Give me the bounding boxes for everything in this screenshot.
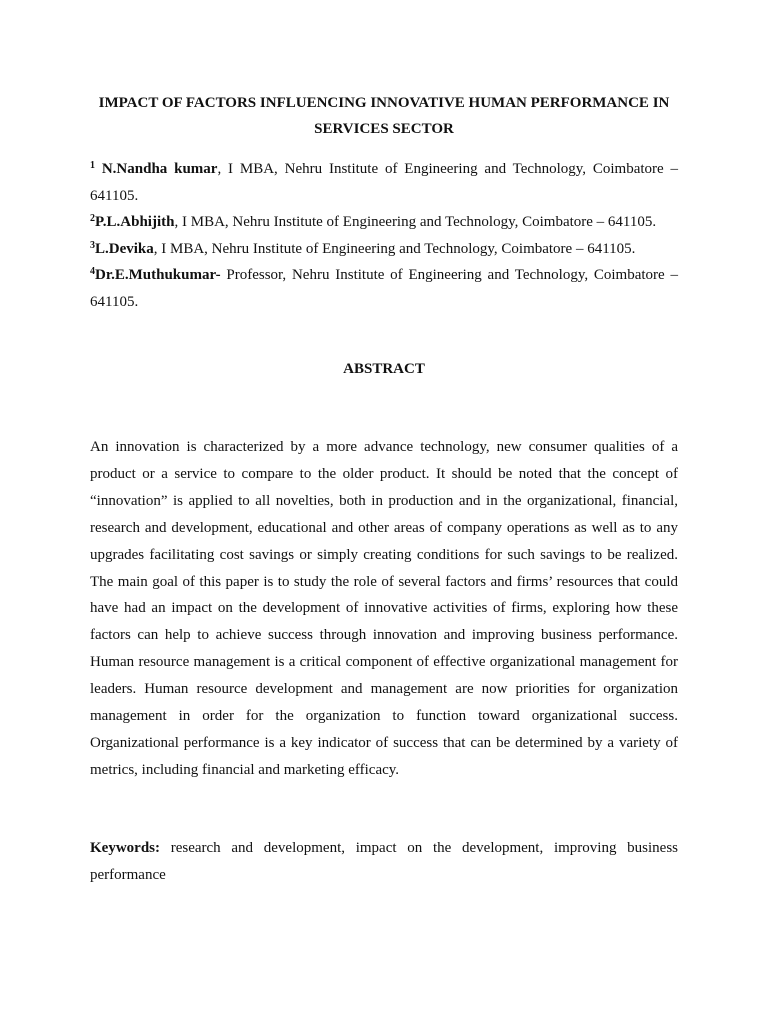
paper-title: IMPACT OF FACTORS INFLUENCING INNOVATIVE HUMAN PERFORMANCE IN SERVICES SECTOR bbox=[98, 95, 670, 137]
author-list bbox=[90, 156, 678, 315]
keywords bbox=[90, 835, 678, 888]
author-2-number: 2 bbox=[90, 213, 95, 224]
author-4-name: Dr.E.Muthukumar- bbox=[95, 267, 221, 283]
author-1 bbox=[90, 156, 678, 209]
author-3 bbox=[90, 236, 678, 263]
author-1-number: 1 bbox=[90, 160, 95, 171]
author-2 bbox=[90, 209, 678, 236]
keywords-text: research and development, impact on the development, improving business performance bbox=[90, 840, 678, 883]
author-3-affiliation: , I MBA, Nehru Institute of Engineering and Technology, Coimbatore – 641105. bbox=[153, 240, 636, 257]
author-4 bbox=[90, 262, 678, 315]
abstract-heading: ABSTRACT bbox=[343, 361, 425, 377]
abstract-body: An innovation is characterized by a more advance technology, new consumer qualities of a product or a service to compare to the older product. It should be noted that the concept of “innovation” is applied to all novelties, both in production and in the organizational, financial, research and development, educational and other areas of company operations as well as to any upgrades facilitating cost savings or simply creating conditions for such savings to be realized. The main goal of this paper is to study the role of several factors and firms’ resources that could have had an impact on the development of innovative activities of firms, exploring how these factors can help to achieve success through innovation and improving business performance. Human resource management is a critical component of effective organizational management for leaders. Human resource development and management are now priorities for organization management in order for the organization to function toward organizational success. Organizational performance is a key indicator of success that can be determined by a variety of metrics, including financial and marketing efficacy. bbox=[90, 439, 678, 778]
author-1-affiliation: , I MBA, Nehru Institute of Engineering and Technology, Coimbatore – 641105. bbox=[90, 161, 679, 204]
author-1-name: N.Nandha kumar bbox=[101, 161, 218, 177]
keywords-label: Keywords: bbox=[90, 840, 160, 856]
author-4-number: 4 bbox=[90, 266, 95, 277]
author-2-affiliation: , I MBA, Nehru Institute of Engineering and Technology, Coimbatore – 641105. bbox=[174, 214, 657, 230]
author-3-name: L.Devika bbox=[95, 240, 154, 257]
author-4-affiliation: Professor, Nehru Institute of Engineering and Technology, Coimbatore – 641105. bbox=[90, 267, 678, 310]
author-2-name: P.L.Abhijith bbox=[95, 214, 175, 230]
author-3-number: 3 bbox=[90, 239, 95, 251]
